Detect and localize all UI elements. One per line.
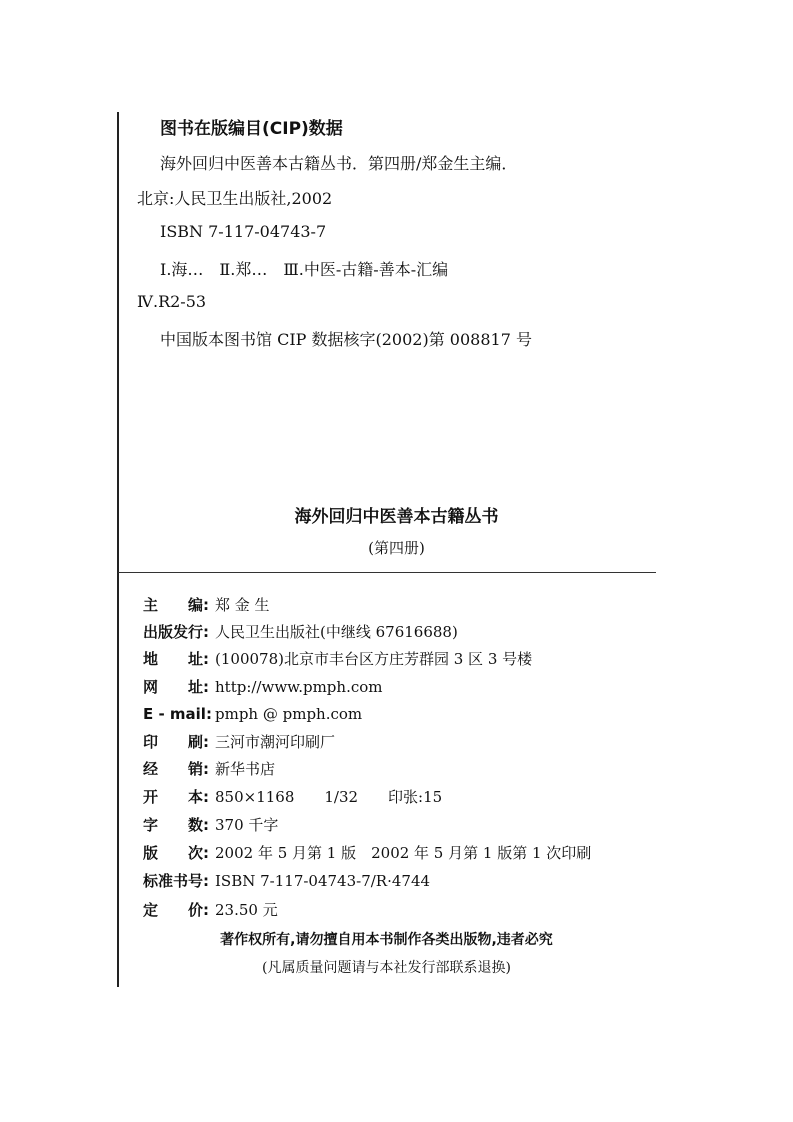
detail-label: 定 价: — [143, 901, 209, 919]
book-title: 海外回归中医善本古籍丛书 — [294, 507, 499, 527]
detail-label: 经 销: — [143, 760, 209, 778]
detail-value: 郑 金 生 — [215, 596, 270, 614]
detail-value: pmph @ pmph.com — [215, 705, 363, 723]
detail-label: 版 次: — [143, 844, 209, 862]
detail-value: 2002 年 5 月第 1 版 2002 年 5 月第 1 版第 1 次印刷 — [215, 844, 592, 862]
cip-number: 中国版本图书馆 CIP 数据核字(2002)第 008817 号 — [160, 330, 532, 349]
cip-isbn: ISBN 7-117-04743-7 — [160, 222, 327, 241]
returns-note: (凡属质量问题请与本社发行部联系退换) — [262, 960, 511, 976]
detail-value: ISBN 7-117-04743-7/R·4744 — [215, 872, 431, 890]
detail-label: 出版发行: — [143, 623, 209, 641]
cip-subjects: Ⅰ.海… Ⅱ.郑… Ⅲ.中医-古籍-善本-汇编 — [160, 260, 449, 279]
detail-row — [143, 900, 278, 920]
detail-row — [143, 732, 335, 752]
detail-label: 开 本: — [143, 788, 209, 806]
detail-label: 主 编: — [143, 596, 209, 614]
detail-row — [143, 871, 430, 891]
detail-label: E - mail: — [143, 705, 212, 723]
cip-heading: 图书在版编目(CIP)数据 — [160, 119, 343, 139]
detail-value: (100078)北京市丰台区方庄芳群园 3 区 3 号楼 — [215, 650, 533, 668]
detail-label: 字 数: — [143, 816, 209, 834]
book-volume: (第四册) — [368, 539, 425, 557]
detail-value: 23.50 元 — [215, 901, 278, 919]
detail-row — [143, 649, 532, 669]
detail-value: http://www.pmph.com — [215, 678, 383, 696]
divider — [118, 572, 656, 573]
copyright-notice: 著作权所有,请勿擅自用本书制作各类出版物,违者必究 — [220, 932, 553, 948]
detail-row — [143, 677, 383, 697]
detail-row — [143, 595, 270, 615]
detail-label: 标准书号: — [143, 872, 209, 890]
detail-value: 三河市潮河印刷厂 — [215, 733, 336, 751]
detail-row — [143, 759, 275, 779]
detail-value: 370 千字 — [215, 816, 279, 834]
detail-value: 新华书店 — [215, 760, 276, 778]
detail-label: 网 址: — [143, 678, 209, 696]
cip-line-1: 海外回归中医善本古籍丛书．第四册/郑金生主编． — [160, 154, 518, 173]
detail-row — [143, 815, 278, 835]
cip-line-2: 北京:人民卫生出版社,2002 — [137, 189, 333, 208]
detail-row — [143, 787, 442, 807]
detail-label: 地 址: — [143, 650, 209, 668]
detail-label: 印 刷: — [143, 733, 209, 751]
detail-value: 850×1168 1/32 印张:15 — [215, 788, 443, 806]
cip-classification: Ⅳ.R2-53 — [137, 292, 207, 311]
detail-row — [143, 843, 591, 863]
detail-row — [143, 622, 458, 642]
detail-value: 人民卫生出版社(中继线 67616688) — [215, 623, 458, 641]
detail-row — [143, 704, 362, 724]
